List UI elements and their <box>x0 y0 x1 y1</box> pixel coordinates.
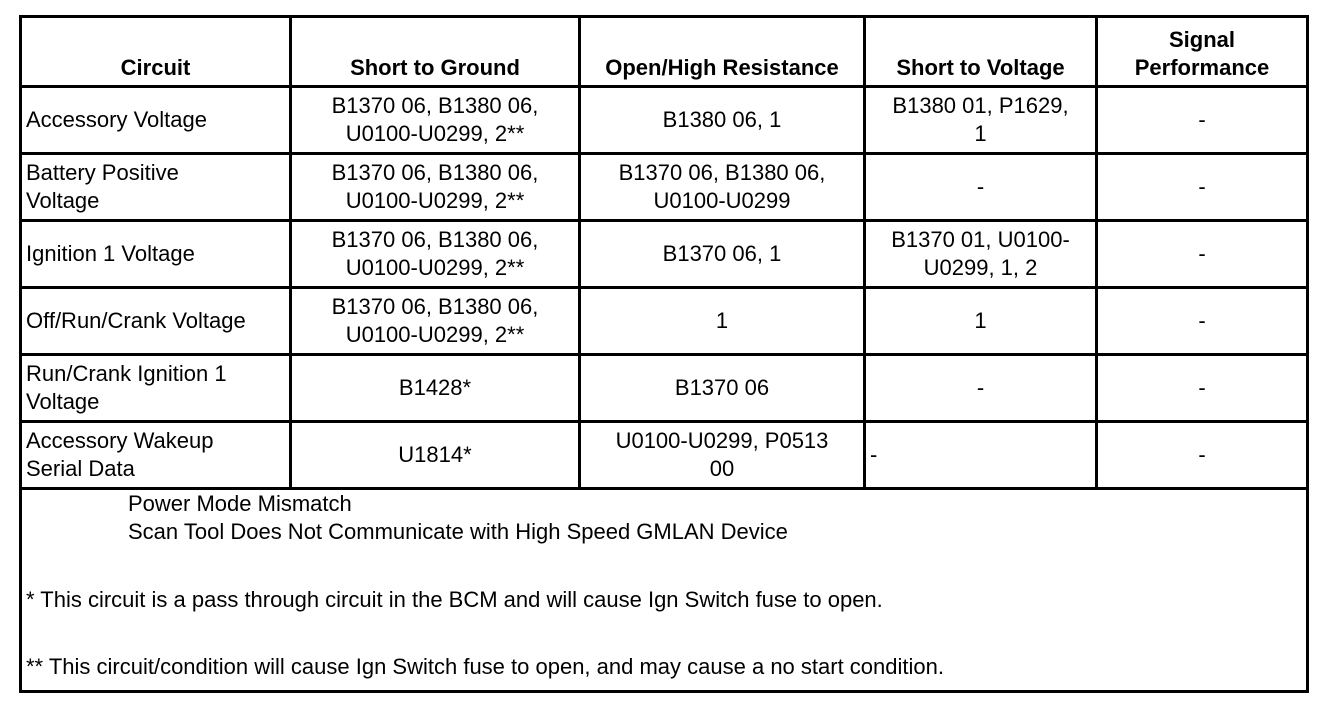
circuit-cell <box>21 355 291 422</box>
cell-text-line: - <box>976 174 985 199</box>
cell-text-line: Accessory Wakeup <box>26 428 214 453</box>
table-row <box>21 355 1308 422</box>
header-short-to-voltage: Short to Voltage <box>865 17 1097 87</box>
cell-text-line: U1814* <box>398 442 472 467</box>
cell-text-line: - <box>1198 107 1206 132</box>
circuit-cell <box>21 221 291 288</box>
short-to-ground-cell <box>291 221 580 288</box>
short-to-voltage-cell <box>865 355 1097 422</box>
cell-text-line: U0100-U0299, 2** <box>345 322 525 347</box>
circuit-cell <box>21 288 291 355</box>
open-high-resistance-cell <box>580 154 865 221</box>
open-high-resistance-cell <box>580 221 865 288</box>
cell-text-line: - <box>870 442 878 467</box>
cell-text-line: - <box>976 375 985 400</box>
header-signal-line1: Signal <box>1168 27 1235 52</box>
table-body <box>21 87 1308 692</box>
cell-text-line: U0100-U0299, P0513 <box>615 428 829 453</box>
cell-text-line: - <box>1198 375 1206 400</box>
cell-text-line: 1 <box>974 308 987 333</box>
header-signal-line2: Performance <box>1134 55 1270 80</box>
cell-text-line: - <box>1198 308 1206 333</box>
cell-text-line: - <box>1198 442 1206 467</box>
cell-text-line: B1428* <box>398 375 472 400</box>
cell-text-line: B1380 06, 1 <box>662 107 782 132</box>
cell-text-line: U0100-U0299 <box>653 188 791 213</box>
cell-text-line: B1370 06, 1 <box>662 241 782 266</box>
table-row <box>21 422 1308 489</box>
circuit-cell <box>21 154 291 221</box>
short-to-voltage-cell <box>865 221 1097 288</box>
cell-text-line: Battery Positive <box>26 160 179 185</box>
cell-text-line: Voltage <box>26 188 100 213</box>
table-row <box>21 288 1308 355</box>
table-row <box>21 87 1308 154</box>
short-to-ground-cell <box>291 288 580 355</box>
related-procedure-power-mode: Power Mode Mismatch <box>128 491 352 516</box>
cell-text-line: - <box>1198 174 1206 199</box>
header-short-to-ground: Short to Ground <box>291 17 580 87</box>
related-procedure-scan-tool: Scan Tool Does Not Communicate with High Speed GMLAN Device <box>128 519 788 544</box>
short-to-ground-cell <box>291 355 580 422</box>
short-to-voltage-cell <box>865 87 1097 154</box>
notes-cell <box>21 489 1308 692</box>
cell-text-line: 1 <box>715 308 729 333</box>
open-high-resistance-cell <box>580 355 865 422</box>
header-circuit: Circuit <box>21 17 291 87</box>
cell-text-line: Voltage <box>26 389 100 414</box>
cell-text-line: 1 <box>974 121 987 146</box>
cell-text-line: B1370 06 <box>674 375 770 400</box>
dtc-circuit-table <box>19 15 1309 693</box>
cell-text-line: - <box>1198 241 1206 266</box>
cell-text-line: Run/Crank Ignition 1 <box>26 361 227 386</box>
signal-performance-cell <box>1097 87 1308 154</box>
cell-text-line: B1370 06, B1380 06, <box>331 294 539 319</box>
footnote-single-asterisk: * This circuit is a pass through circuit in the BCM and will cause Ign Switch fuse to open. <box>26 587 883 612</box>
table-row <box>21 154 1308 221</box>
circuit-cell <box>21 87 291 154</box>
signal-performance-cell <box>1097 288 1308 355</box>
cell-text-line: U0100-U0299, 2** <box>345 188 525 213</box>
short-to-ground-cell <box>291 422 580 489</box>
signal-performance-cell <box>1097 221 1308 288</box>
cell-text-line: Ignition 1 Voltage <box>26 241 195 266</box>
cell-text-line: Serial Data <box>26 456 135 481</box>
cell-text-line: Off/Run/Crank Voltage <box>26 308 246 333</box>
cell-text-line: B1380 01, P1629, <box>892 93 1069 118</box>
header-signal-performance <box>1097 17 1308 87</box>
cell-text-line: B1370 06, B1380 06, <box>331 227 539 252</box>
short-to-voltage-cell <box>865 422 1097 489</box>
cell-text-line: 00 <box>709 456 735 481</box>
table-row <box>21 221 1308 288</box>
open-high-resistance-cell <box>580 422 865 489</box>
cell-text-line: U0100-U0299, 2** <box>345 121 525 146</box>
short-to-ground-cell <box>291 87 580 154</box>
signal-performance-cell <box>1097 355 1308 422</box>
signal-performance-cell <box>1097 154 1308 221</box>
short-to-ground-cell <box>291 154 580 221</box>
footnote-double-asterisk: ** This circuit/condition will cause Ign Switch fuse to open, and may cause a no start condition. <box>26 654 944 679</box>
cell-text-line: B1370 06, B1380 06, <box>618 160 826 185</box>
cell-text-line: U0299, 1, 2 <box>923 255 1038 280</box>
cell-text-line: B1370 06, B1380 06, <box>331 93 539 118</box>
cell-text-line: U0100-U0299, 2** <box>345 255 525 280</box>
header-row <box>21 17 1308 87</box>
open-high-resistance-cell <box>580 87 865 154</box>
cell-text-line: B1370 06, B1380 06, <box>331 160 539 185</box>
cell-text-line: B1370 01, U0100- <box>891 227 1070 252</box>
cell-text-line: Accessory Voltage <box>26 107 207 132</box>
short-to-voltage-cell <box>865 288 1097 355</box>
signal-performance-cell <box>1097 422 1308 489</box>
open-high-resistance-cell <box>580 288 865 355</box>
header-open-high-resistance: Open/High Resistance <box>580 17 865 87</box>
short-to-voltage-cell <box>865 154 1097 221</box>
circuit-cell <box>21 422 291 489</box>
